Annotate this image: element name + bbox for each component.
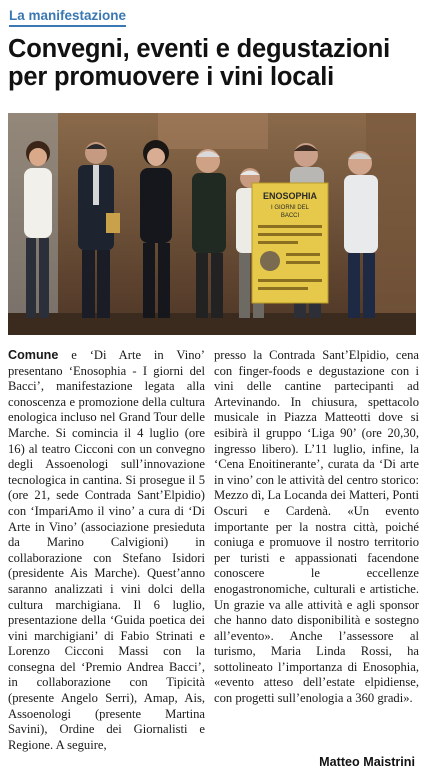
headline: Convegni, eventi e degustazioni per promuovere i vini locali [8, 35, 391, 91]
body-lead-word: Comune [8, 348, 59, 362]
author-byline: Matteo Maistrini [319, 755, 415, 769]
event-poster [252, 183, 328, 303]
body-column-right: presso la Contrada Sant’Elpidio, cena con finger-foods e degustazione con i vini delle cantine partecipanti ad Artevinando. In chiusura, spettacolo musicale in Piazza Matteotti dove si esibirà il gruppo ‘Liga 90’ (ore 20,30, ingresso libero). L’11 luglio, infine, la ‘Cena Enoitinerante’, curata da ‘Di arte in vino’ con le attività del centro storico: Mezzo dì, La Locanda dei Matteri, Ponti Oscuri e Cardenà. «Un evento importante per la nostra città, poiché coniuga e promuove il nostro territorio per turisti e appassionati facendone conoscere le eccellenze enogastronomiche, culturali e artistiche. Un grazie va alle attività e agli sponsor che hanno dato disponibilità e sostegno all’evento». Anche l’assessore al turismo, Maria Linda Rossi, ha sottolineato l’importanza di Enosophia, «evento atteso dell’estate elpidiense, con progetti sull’enologia a 360 gradi». [214, 348, 419, 706]
event-photo [8, 113, 416, 335]
poster-subtitle-2: BACCI [280, 213, 300, 219]
body-column-left [8, 348, 205, 753]
poster-subtitle-1: I GIORNI DEL [270, 205, 310, 211]
body-left-text: e ‘Di Arte in Vino’ presentano ‘Enosophia - I giorni del Bacci’, manifestazione legata alla conoscenza e promozione della cultura enologica incluso nel Grand Tour delle Marche. Si comincia il 4 luglio (ore 16) al teatro Cicconi con un convegno degli Assoenologi sull’innovazione tecnologica in cantina. Si prosegue il 5 (ore 21, sede Contrada Sant’Elpidio) con ‘ImpariAmo il vino’ a cura di ‘Di Arte in Vino’ (associazione presieduta da Marino Calvigioni) in collaborazione con Stefano Isidori (presidente Ais Marche). Quest’anno saranno analizzati i vini dolci della cultura marchigiana. Il 6 luglio, presentazione della ‘Guida poetica dei vini marchigiani’ di Fabio Strinati e Lorenzo Cicconi Massi con la consegna del ‘Premio Andrea Bacci’, in collaborazione con Tipicità (presente Angelo Serri), Amap, Ais, Assoenologi (presente Martina Savini), Ordine dei Giornalisti e Regione. A seguire, [8, 348, 205, 752]
section-kicker: La manifestazione [9, 8, 126, 27]
poster-title: ENOSOPHIA [262, 191, 318, 201]
